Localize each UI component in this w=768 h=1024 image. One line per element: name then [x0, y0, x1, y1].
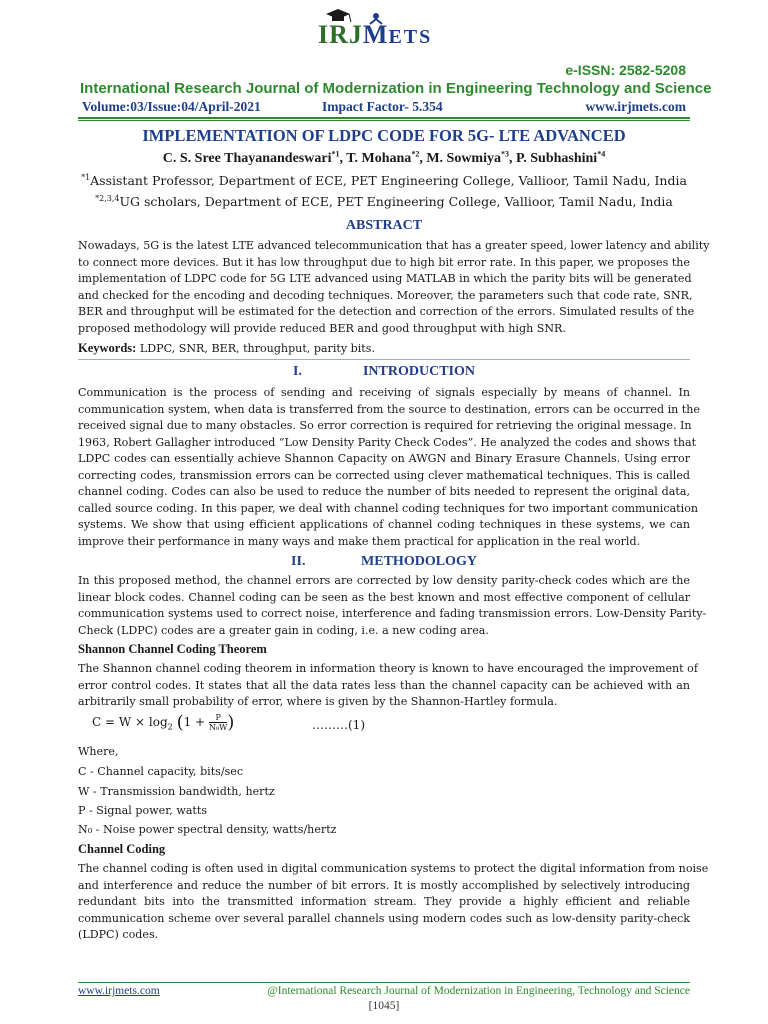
header-divider-thin [78, 120, 690, 121]
keywords: Keywords: LDPC, SNR, BER, throughput, parity bits. [78, 341, 375, 355]
introduction-text: Communication is the process of sending and receiving of signals especially by means of channel. In communication system, when data is transferred from the source to destination, errors can be occurred in the received signal due to many obstacles. So error correction is required for retrieving the original message. In 1963, Robert Gallagher introduced “Low Density Parity Check Codes”. He analyzed the codes and shows that LDPC codes can essentially achieve Shannon Capacity on AWGN and Binary Erasure Channels. Using error correcting codes, transmission errors can be corrected using clever mathematical techniques. This is called channel coding. Codes can also be used to reduce the number of bits needed to represent the original data, called source coding. In this paper, we deal with channel coding techniques for two important communication systems. We show that using efficient applications of channel coding techniques in these systems, we can improve their performance in many ways and make them practical for application in the real world. [78, 386, 700, 548]
definition-item: C - Channel capacity, bits/sec [78, 765, 244, 778]
footer-divider [78, 982, 690, 983]
shannon-text: The Shannon channel coding theorem in information theory is known to have encouraged the improvement of error control codes. It states that all the data rates less than the channel capacity can be achieved with an arbitrarily small probability of error, where is given by the Shannon-Hartley formula. [78, 662, 698, 708]
shannon-subheading: Shannon Channel Coding Theorem [78, 642, 267, 656]
equation-number: ………(1) [312, 718, 365, 732]
author-name: T. Mohana [346, 151, 412, 166]
page-number: [1045] [368, 1000, 400, 1012]
paper-title: IMPLEMENTATION OF LDPC CODE FOR 5G- LTE ADVANCED [142, 126, 626, 145]
definition-item: N₀ - Noise power spectral density, watts/hertz [78, 823, 337, 836]
journal-website[interactable]: www.irjmets.com [585, 99, 686, 114]
issn: e-ISSN: 2582-5208 [565, 62, 686, 78]
affiliation-1: $^{*1}$Assistant Professor, Department of ECE, PET Engineering College, Vallioor, Tamil Nadu, India [81, 172, 687, 188]
shannon-formula: $C = W \times \log_2 (1$ + $\frac{P}{\text{N₀W}}$) [92, 712, 235, 733]
footer-website-link[interactable]: www.irjmets.com [78, 985, 160, 997]
author-list: C. S. Sree Thayanandeswari$^{*1}$, T. Mohana$^{*2}$, M. Sowmiya$^{*3}$, P. Subhashini$^{*4}$ [162, 149, 606, 166]
author-name: M. Sowmiya [426, 151, 501, 166]
channel-coding-text: The channel coding is often used in digital communication systems to protect the digital information from noise and interference and reduce the number of bit errors. It is mostly accomplished by selectively introducing redundant bits into the transmitted information stream. They provide a highly efficient and reliable communication scheme over several parallel channels using modern codes such as low-density parity-check (LDPC) codes. [78, 862, 709, 941]
definition-item: W - Transmission bandwidth, hertz [78, 785, 275, 798]
footer-copyright: @International Research Journal of Modernization in Engineering, Technology and Science [267, 985, 690, 997]
where-label: Where, [78, 745, 119, 758]
keywords-divider [78, 359, 690, 360]
abstract-text: Nowadays, 5G is the latest LTE advanced telecommunication that has a greater speed, lower latency and ability to connect more devices. But it has low throughput due to high bit error rate. In this paper, we proposes the implementation of LDPC code for 5G LTE advanced using MATLAB in which the parity bits will be generated and checked for the encoding and decoding techniques. Moreover, the parameters such that code rate, SNR, BER and throughput will be estimated for the detection and correction of the errors. Simulated results of the proposed methodology will provide reduced BER and good throughput with high SNR. [78, 239, 710, 335]
logo-wordmark: IRJMETS [318, 20, 433, 49]
introduction-heading: I. INTRODUCTION [292, 364, 475, 379]
affiliation-2: $^{*2,3,4}$UG scholars, Department of ECE, PET Engineering College, Vallioor, Tamil Nadu, India [95, 193, 673, 209]
author-name: P. Subhashini [515, 151, 598, 166]
definition-item: P - Signal power, watts [78, 804, 208, 817]
channel-coding-subheading: Channel Coding [78, 842, 166, 856]
author-name: C. S. Sree Thayanandeswari [162, 151, 332, 166]
header-divider [78, 117, 690, 119]
abstract-heading: ABSTRACT [345, 218, 423, 233]
volume-issue: Volume:03/Issue:04/April-2021 [82, 99, 261, 114]
methodology-heading: II. METHODOLOGY [291, 554, 477, 569]
impact-factor: Impact Factor- 5.354 [322, 99, 443, 114]
journal-name: International Research Journal of Modernization in Engineering Technology and Science [80, 80, 712, 97]
methodology-text: In this proposed method, the channel errors are corrected by low density parity-check codes which are the linear block codes. Channel coding can be seen as the best known and most effective component of cellular communication systems used to correct noise, interference and fading transmission errors. Low-Density Parity- Check (LDPC) codes are a greater gain in coding, i.e. a new coding area. [78, 574, 707, 637]
